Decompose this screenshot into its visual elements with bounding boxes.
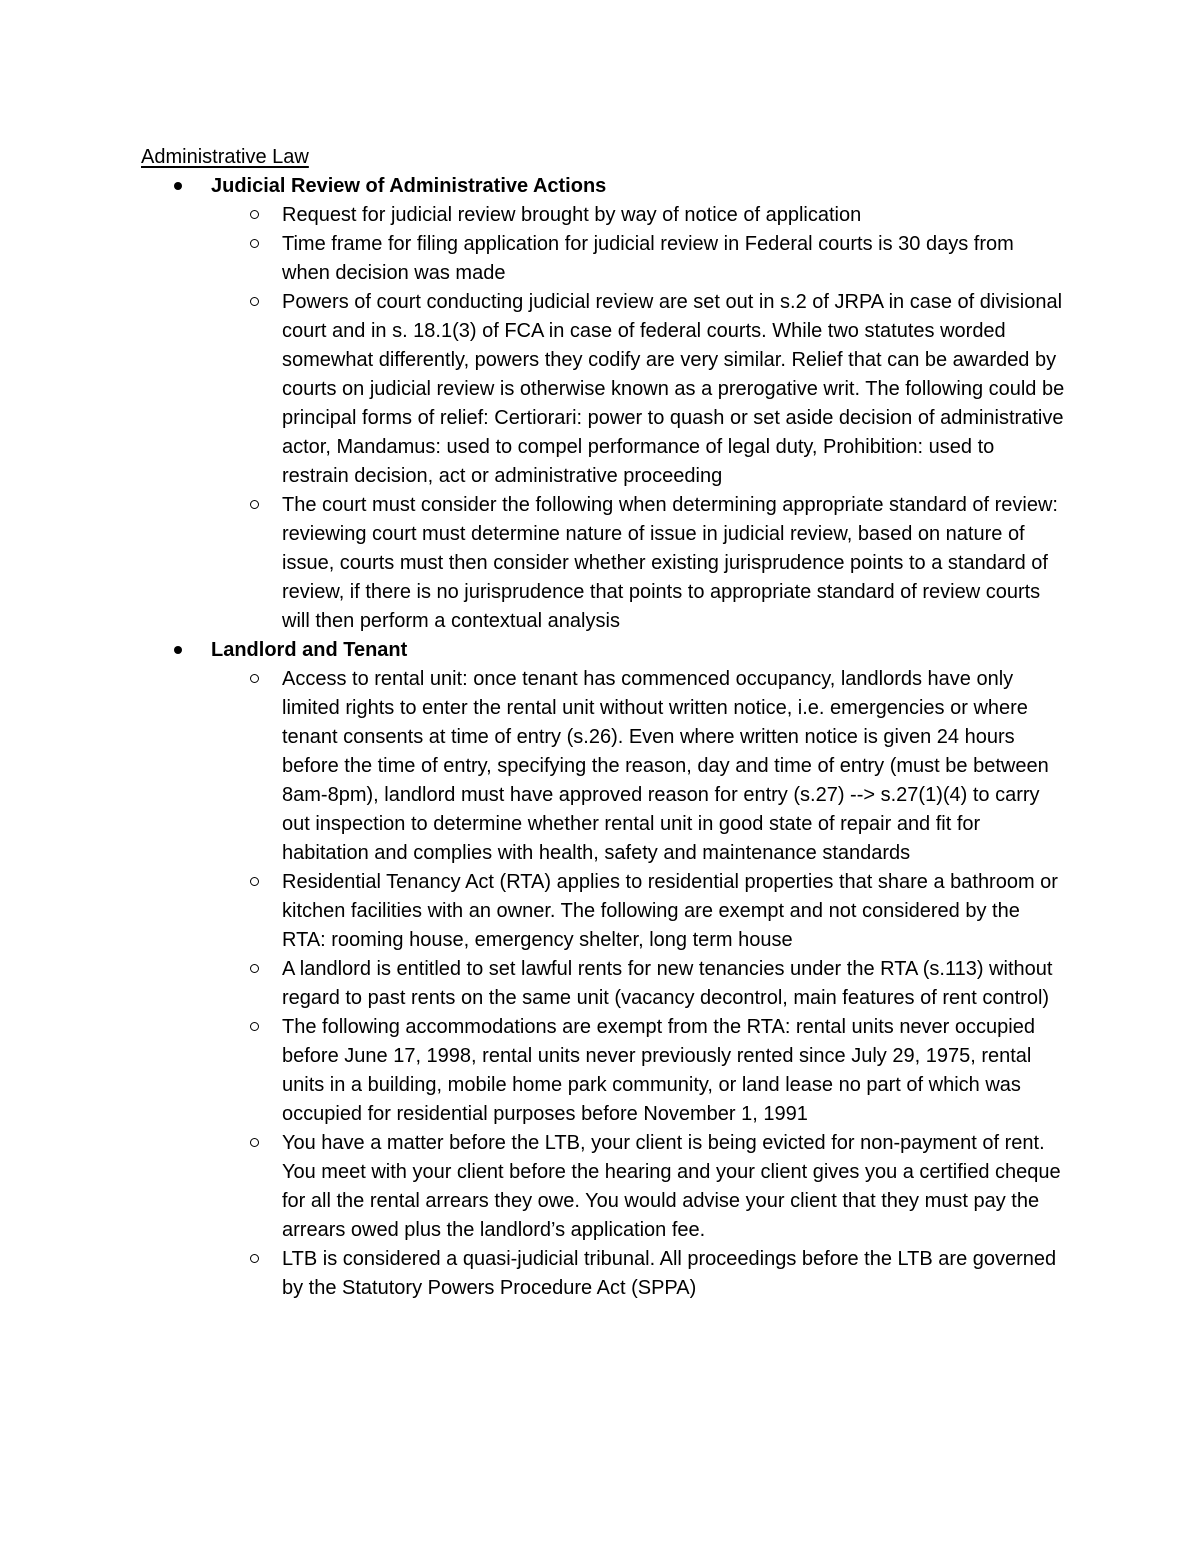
hollow-bullet-icon (250, 1022, 259, 1031)
list-item-text: The following accommodations are exempt from the RTA: rental units never occupied before June 17, 1998, rental units never previously rented since July 29, 1975, rental units in a building, mobile home park community, or land lease no part of which was occupied for residential purposes before November 1, 1991 (282, 1016, 1035, 1125)
list-item-text: Time frame for filing application for judicial review in Federal courts is 30 days from when decision was made (282, 233, 1014, 284)
list-item (211, 868, 1066, 955)
list-item-text: Powers of court conducting judicial review are set out in s.2 of JRPA in case of divisional court and in s. 18.1(3) of FCA in case of federal courts. While two statutes worded somewhat differently, powers they codify are very similar. Relief that can be awarded by courts on judicial review is otherwise known as a prerogative writ. The following could be principal forms of relief: Certiorari: power to quash or set aside decision of administrative actor, Mandamus: used to compel performance of legal duty, Prohibition: used to restrain decision, act or administrative proceeding (282, 291, 1065, 487)
hollow-bullet-icon (250, 297, 259, 306)
hollow-bullet-icon (250, 877, 259, 886)
list-item (211, 955, 1066, 1013)
list-item-text: Residential Tenancy Act (RTA) applies to residential properties that share a bathroom or kitchen facilities with an owner. The following are exempt and not considered by the RTA: rooming house, emergency shelter, long term house (282, 871, 1058, 951)
hollow-bullet-icon (250, 964, 259, 973)
section-judicial-review (141, 172, 1066, 636)
hollow-bullet-icon (250, 239, 259, 248)
section-landlord-tenant (141, 636, 1066, 1303)
sub-item-list (211, 201, 1066, 636)
list-item (211, 230, 1066, 288)
hollow-bullet-icon (250, 500, 259, 509)
list-item-text: Access to rental unit: once tenant has commenced occupancy, landlords have only limited rights to enter the rental unit without written notice, i.e. emergencies or where tenant consents at time of entry (s.26). Even where written notice is given 24 hours before the time of entry, specifying the reason, day and time of entry (must be between 8am-8pm), landlord must have approved reason for entry (s.27) --> s.27(1)(4) to carry out inspection to determine whether rental unit in good state of repair and fit for habitation and complies with health, safety and maintenance standards (282, 668, 1049, 864)
list-item (211, 288, 1066, 491)
list-item-text: You have a matter before the LTB, your client is being evicted for non-payment of rent. You meet with your client before the hearing and your client gives you a certified cheque for all the rental arrears they owe. You would advise your client that they must pay the arrears owed plus the landlord’s application fee. (282, 1132, 1061, 1241)
list-item-text: A landlord is entitled to set lawful rents for new tenancies under the RTA (s.113) without regard to past rents on the same unit (vacancy decontrol, main features of rent control) (282, 958, 1053, 1009)
document-page (141, 143, 1066, 1303)
list-item (211, 1013, 1066, 1129)
hollow-bullet-icon (250, 1138, 259, 1147)
list-item (211, 1245, 1066, 1303)
list-item-text: LTB is considered a quasi-judicial tribunal. All proceedings before the LTB are governed by the Statutory Powers Procedure Act (SPPA) (282, 1248, 1057, 1299)
list-item-text: Request for judicial review brought by way of notice of application (282, 204, 862, 226)
list-item (211, 665, 1066, 868)
sub-item-list (211, 665, 1066, 1303)
list-item-text: The court must consider the following when determining appropriate standard of review: reviewing court must determine nature of issue in judicial review, based on nature of issue, courts must then consider whether existing jurisprudence points to a standard of review, if there is no jurisprudence that points to appropriate standard of review courts will then perform a contextual analysis (282, 494, 1058, 632)
hollow-bullet-icon (250, 210, 259, 219)
hollow-bullet-icon (250, 674, 259, 683)
section-list (141, 172, 1066, 1303)
document-title: Administrative Law (141, 146, 309, 168)
list-item (211, 491, 1066, 636)
filled-bullet-icon (174, 646, 182, 654)
list-item (211, 1129, 1066, 1245)
hollow-bullet-icon (250, 1254, 259, 1263)
section-heading: Landlord and Tenant (211, 639, 408, 661)
filled-bullet-icon (174, 182, 182, 190)
list-item (211, 201, 1066, 230)
section-heading: Judicial Review of Administrative Actions (211, 175, 607, 197)
